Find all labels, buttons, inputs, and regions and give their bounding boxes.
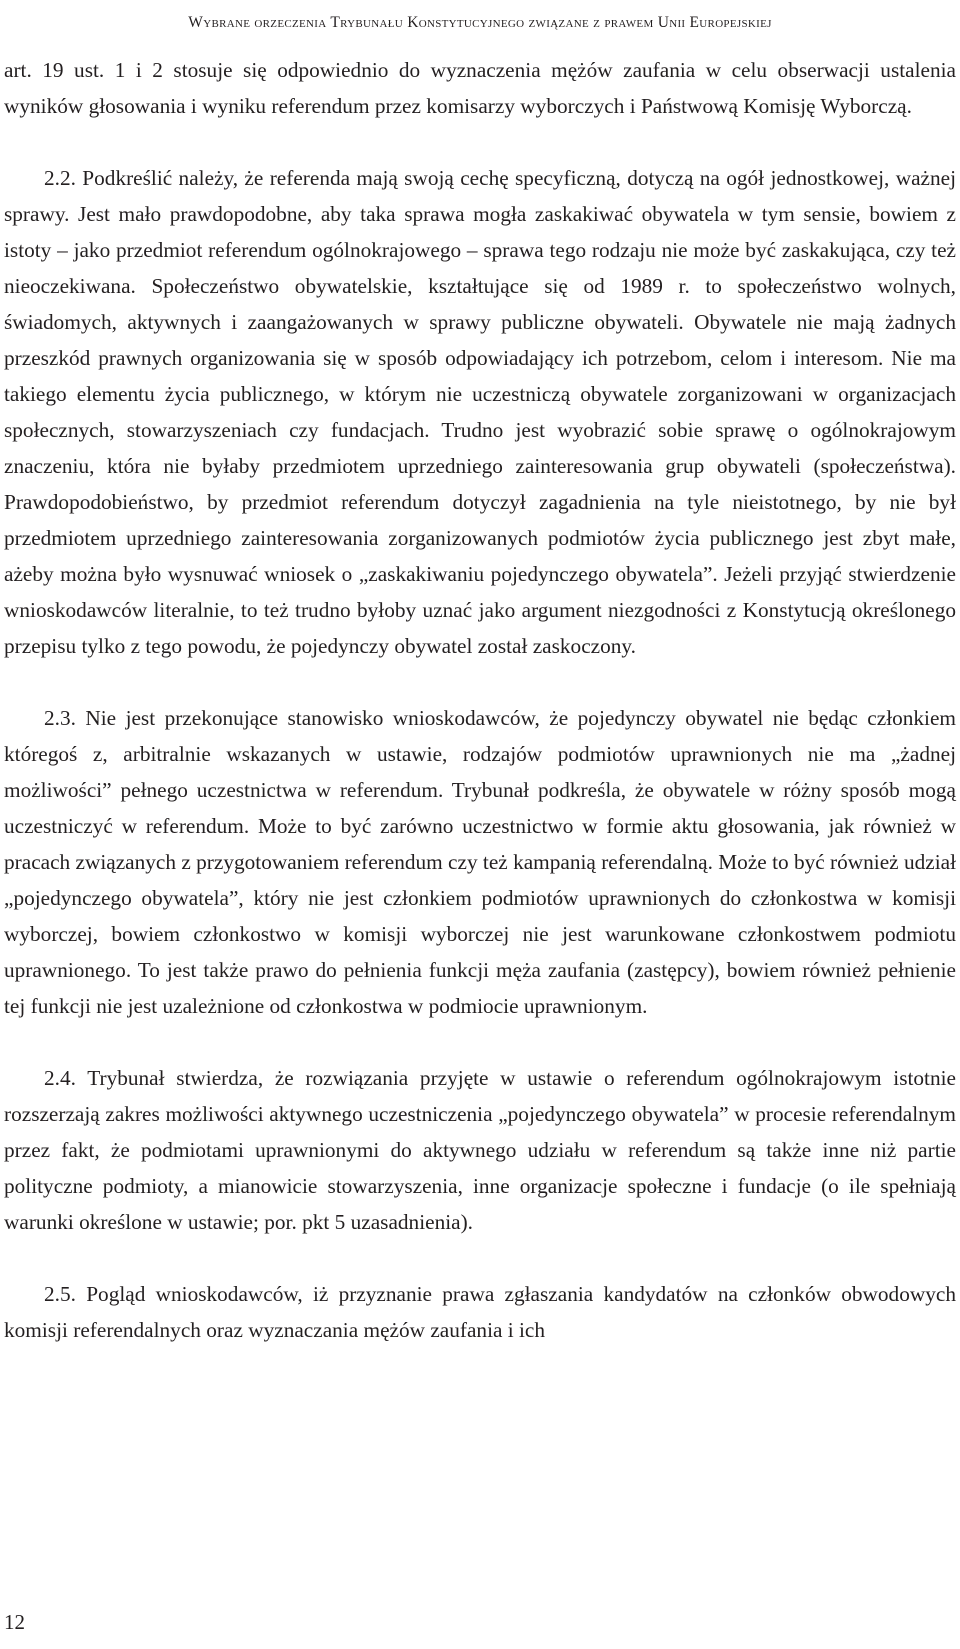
paragraph-continuation: art. 19 ust. 1 i 2 stosuje się odpowiednio do wyznaczenia mężów zaufania w celu obserwacji ustalenia wyników głosowania i wyniku referendum przez komisarzy wyborczych i Państwową Komisję Wyborczą.	[4, 58, 956, 118]
running-header: Wybrane orzeczenia Trybunału Konstytucyjnego związane z prawem Unii Europejskiej	[188, 14, 772, 31]
paragraph-2-3: 2.3. Nie jest przekonujące stanowisko wnioskodawców, że pojedynczy obywatel nie będąc członkiem któregoś z, arbitralnie wskazanych w ustawie, rodzajów podmiotów uprawnionych nie ma „żadnej możliwości” pełnego uczestnictwa w referendum. Trybunał podkreśla, że obywatele w różny sposób mogą uczestniczyć w referendum. Może to być zarówno uczestnictwo w formie aktu głosowania, jak również w pracach związanych z przygotowaniem referendum czy też kampanią referendalną. Może to być również udział „pojedynczego obywatela”, który nie jest członkiem podmiotów uprawnionych do członkostwa w komisji wyborczej, bowiem członkostwo w komisji wyborczej nie jest warunkowane członkostwem podmiotu uprawnionego. To jest także prawo do pełnienia funkcji męża zaufania (zastępcy), bowiem również pełnienie tej funkcji nie jest uzależnione od członkostwa w podmiocie uprawnionym.	[4, 706, 956, 1018]
paragraph-2-4: 2.4. Trybunał stwierdza, że rozwiązania przyjęte w ustawie o referendum ogólnokrajowym istotnie rozszerzają zakres możliwości aktywnego uczestniczenia „pojedynczego obywatela” w procesie referendalnym przez fakt, że podmiotami uprawnionymi do aktywnego udziału w referendum są także inne niż partie polityczne podmioty, a mianowicie stowarzyszenia, inne organizacje społeczne i fundacje (o ile spełniają warunki określone w ustawie; por. pkt 5 uzasadnienia).	[4, 1066, 956, 1234]
paragraph-2-2: 2.2. Podkreślić należy, że referenda mają swoją cechę specyficzną, dotyczą na ogół jednostkowej, ważnej sprawy. Jest mało prawdopodobne, aby taka sprawa mogła zaskakiwać obywatela w tym sensie, bowiem z istoty – jako przedmiot referendum ogólnokrajowego – sprawa tego rodzaju nie może być zaskakująca, czy też nieoczekiwana. Społeczeństwo obywatelskie, kształtujące się od 1989 r. to społeczeństwo wolnych, świadomych, aktywnych i zaangażowanych w sprawy publiczne obywateli. Obywatele nie mają żadnych przeszkód prawnych organizowania się w sposób odpowiadający ich potrzebom, celom i interesom. Nie ma takiego elementu życia publicznego, w którym nie uczestniczą obywatele zorganizowani w organizacjach społecznych, stowarzyszeniach czy fundacjach. Trudno jest wyobrazić sobie sprawę o ogólnokrajowym znaczeniu, która nie byłaby przedmiotem uprzedniego zainteresowania grup obywateli (społeczeństwa). Prawdopodobieństwo, by przedmiot referendum dotyczył zagadnienia na tyle nieistotnego, by nie był przedmiotem uprzedniego zainteresowania zorganizowanych podmiotów życia publicznego jest zbyt małe, ażeby można było wysnuwać wniosek o „zaskakiwaniu pojedynczego obywatela”. Jeżeli przyjąć stwierdzenie wnioskodawców literalnie, to też trudno byłoby uznać jako argument niezgodności z Konstytucją określonego przepisu tylko z tego powodu, że pojedynczy obywatel został zaskoczony.	[4, 166, 956, 658]
body-text	[4, 52, 956, 1348]
page-number: 12	[4, 1610, 25, 1634]
paragraph-2-5: 2.5. Pogląd wnioskodawców, iż przyznanie prawa zgłaszania kandydatów na członków obwodowych komisji referendalnych oraz wyznaczania mężów zaufania i ich	[4, 1282, 956, 1342]
